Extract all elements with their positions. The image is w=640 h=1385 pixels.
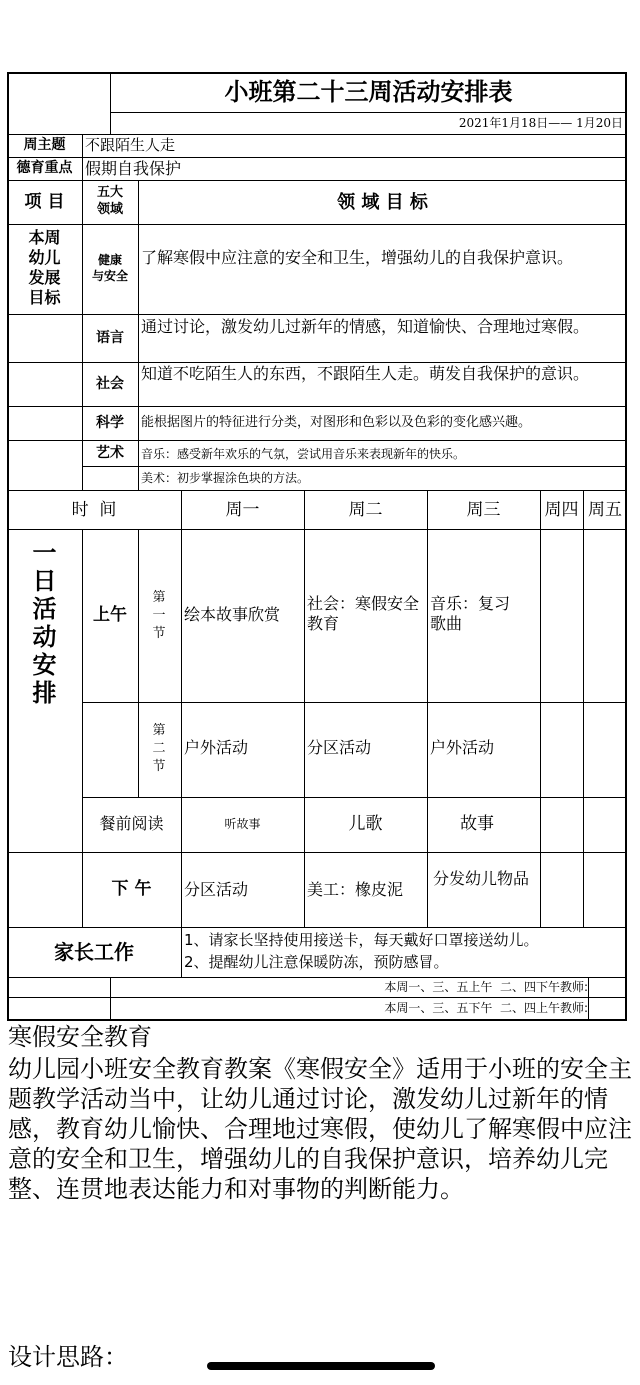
moral-value: 假期自我保护 bbox=[85, 159, 182, 178]
domain-language: 语言 bbox=[96, 330, 124, 346]
goal-health: 了解寒假中应注意的安全和卫生，增强幼儿的自我保护意识。 bbox=[141, 248, 574, 267]
day-thu: 周四 bbox=[544, 500, 579, 520]
goals-header-item: 项 目 bbox=[24, 192, 65, 212]
parent-work-label: 家长工作 bbox=[54, 940, 134, 964]
session-1-tue: 社会：寒假安全教育 bbox=[307, 594, 420, 633]
goal-science: 能根据图片的特征进行分类，对图形和色彩以及色彩的变化感兴趣。 bbox=[141, 415, 532, 430]
theme-value: 不跟陌生人走 bbox=[85, 136, 176, 154]
goal-language: 通过讨论，激发幼儿过新年的情感，知道愉快、合理地过寒假。 bbox=[141, 317, 590, 336]
reading-tue: 儿歌 bbox=[348, 814, 383, 834]
article-body: 幼儿园小班安全教育教案《寒假安全》适用于小班的安全主题教学活动当中，让幼儿通过讨论，激发幼儿过新年的情感，教育幼儿愉快、合理地过寒假，使幼儿了解寒假中应注意的安全和卫生，增强幼儿的自我保护意识，培养幼儿完整、连贯地表达能力和对事物的判断能力。 bbox=[8, 1055, 632, 1203]
design-heading: 设计思路： bbox=[8, 1343, 128, 1371]
domain-science: 科学 bbox=[96, 415, 124, 431]
session-2-label: 第 二 节 bbox=[152, 723, 166, 774]
teacher-row-2: 本周一、三、五下午 二、四上午教师: bbox=[384, 1001, 588, 1015]
domain-art: 艺术 bbox=[96, 445, 124, 461]
day-tue: 周二 bbox=[348, 500, 383, 520]
date-range: 2021年1月18日—— 1月20日 bbox=[458, 116, 623, 130]
afternoon-mon: 分区活动 bbox=[184, 880, 249, 899]
theme-label: 周主题 bbox=[23, 137, 66, 153]
parent-work-item-1: 1、请家长坚持使用接送卡，每天戴好口罩接送幼儿。 bbox=[184, 931, 539, 949]
afternoon-tue: 美工：橡皮泥 bbox=[307, 880, 404, 899]
reading-label: 餐前阅读 bbox=[99, 814, 164, 833]
afternoon-wed: 分发幼儿物品 bbox=[432, 869, 529, 888]
domain-health: 健康 与安全 bbox=[91, 253, 128, 283]
goals-header-goals: 领 域 目 标 bbox=[337, 192, 428, 213]
schedule-table bbox=[7, 72, 627, 1022]
daily-schedule-label: 一 日 活 动 安 排 bbox=[32, 539, 57, 707]
reading-mon: 听故事 bbox=[224, 817, 261, 831]
day-wed: 周三 bbox=[466, 500, 501, 520]
article-heading: 寒假安全教育 bbox=[8, 1023, 152, 1051]
session-1-mon: 绘本故事欣赏 bbox=[184, 605, 281, 624]
day-mon: 周一 bbox=[225, 500, 260, 520]
goals-header-five-domains: 五大 领域 bbox=[96, 185, 123, 217]
session-2-wed: 户外活动 bbox=[430, 738, 495, 757]
session-2-tue: 分区活动 bbox=[307, 738, 372, 757]
goal-art-fine: 美术：初步掌握涂色块的方法。 bbox=[141, 471, 310, 485]
parent-work-item-2: 2、提醒幼儿注意保暖防冻，预防感冒。 bbox=[184, 953, 449, 971]
home-indicator[interactable] bbox=[207, 1362, 435, 1370]
morning-label: 上午 bbox=[93, 605, 127, 625]
session-2-mon: 户外活动 bbox=[184, 738, 249, 757]
teacher-row-1: 本周一、三、五上午 二、四下午教师: bbox=[384, 980, 588, 994]
moral-label: 德育重点 bbox=[16, 160, 73, 176]
session-1-wed: 音乐：复习歌曲 bbox=[430, 594, 511, 633]
afternoon-label: 下 午 bbox=[111, 879, 152, 899]
goal-art-music: 音乐：感受新年欢乐的气氛，尝试用音乐来表现新年的快乐。 bbox=[141, 447, 466, 461]
schedule-time-header: 时 间 bbox=[71, 500, 117, 520]
day-fri: 周五 bbox=[588, 500, 622, 520]
goal-social: 知道不吃陌生人的东西，不跟陌生人走。萌发自我保护的意识。 bbox=[141, 364, 590, 383]
reading-wed: 故事 bbox=[460, 814, 494, 834]
session-1-label: 第 一 节 bbox=[152, 590, 166, 641]
goals-row-label: 本周 幼儿 发展 目标 bbox=[28, 228, 61, 307]
page-title: 小班第二十三周活动安排表 bbox=[224, 78, 513, 106]
domain-social: 社会 bbox=[96, 376, 124, 392]
